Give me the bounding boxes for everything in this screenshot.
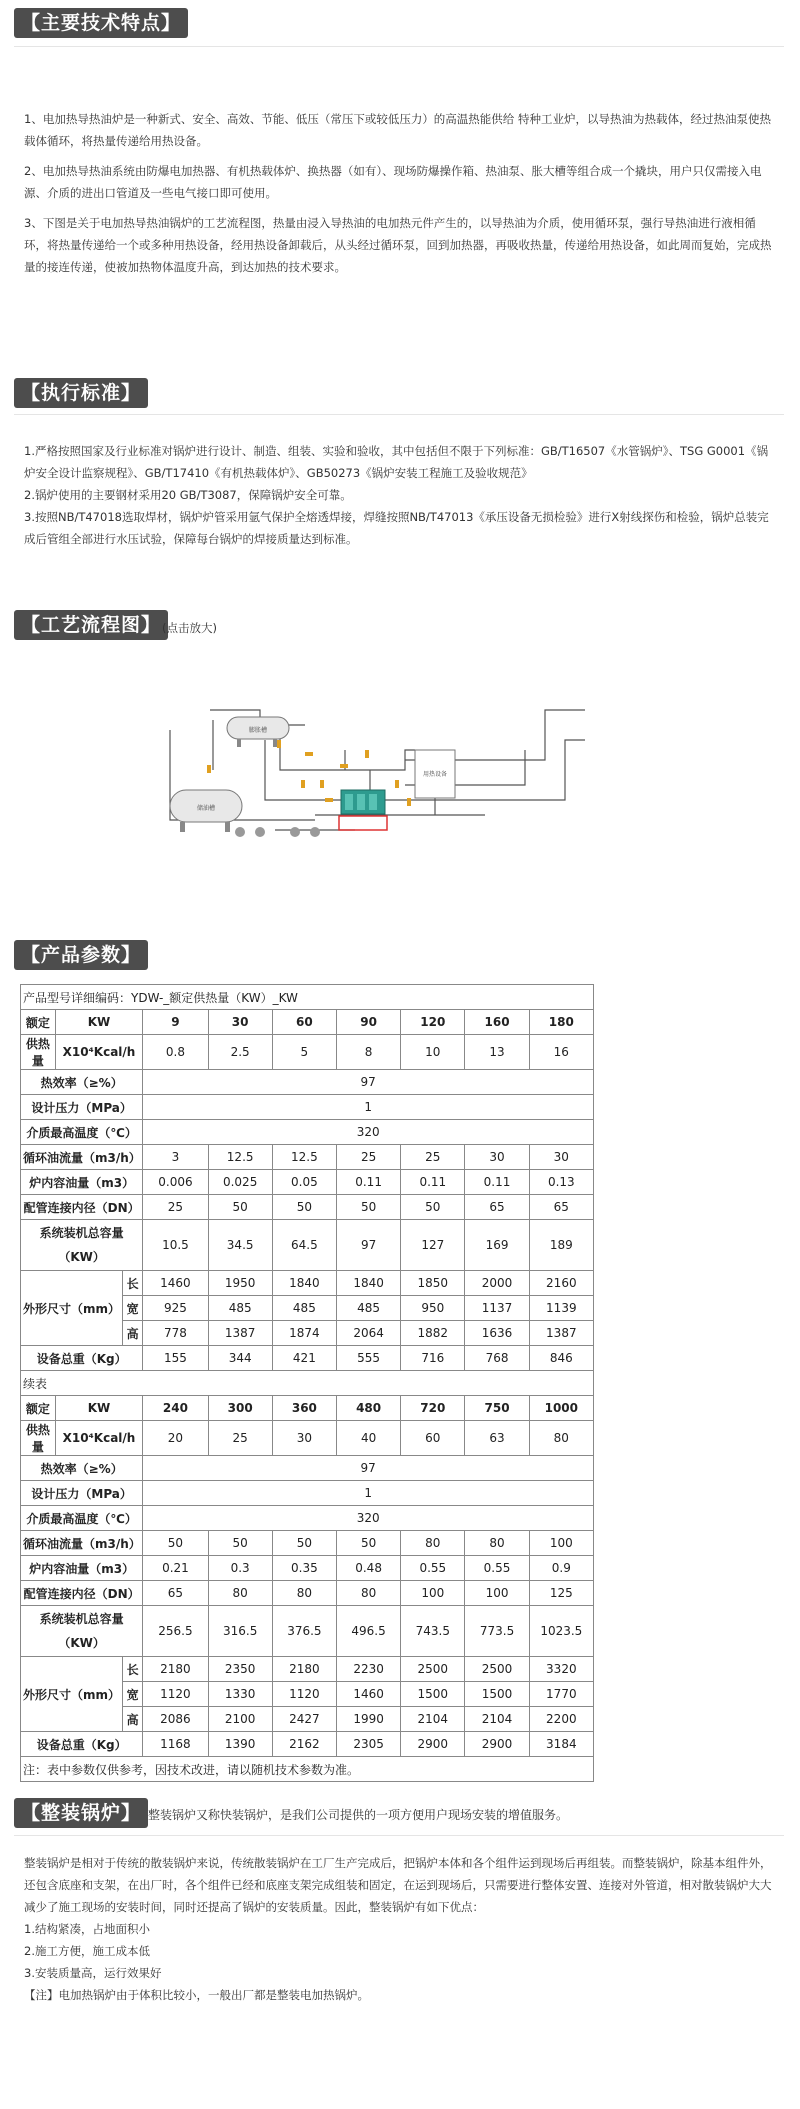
packaged-boiler-note: 【注】电加热锅炉由于体积比较小，一般出厂都是整装电加热锅炉。 bbox=[24, 1988, 369, 2002]
table-row: 设备总重（Kg） 1168 1390 2162 2305 2900 2900 3184 bbox=[21, 1732, 594, 1757]
table-row: 供热量 X10⁴Kcal/h 0.8 2.5 5 8 10 13 16 bbox=[21, 1035, 594, 1070]
table-row: 配管连接内径（DN） 25 50 50 50 50 65 65 bbox=[21, 1195, 594, 1220]
feature-paragraph-1: 1、电加热导热油炉是一种新式、安全、高效、节能、低压（常压下或较低压力）的高温热能供给 特种工业炉，以导热油为热载体，经过热油泵使热载体循环，将热量传递给用热设备。 bbox=[24, 112, 771, 148]
advantage-item-2: 2.施工方便，施工成本低 bbox=[24, 1944, 150, 1958]
section-title-standards: 【执行标准】 bbox=[14, 378, 148, 408]
zoom-hint[interactable]: (点击放大) bbox=[162, 621, 217, 635]
section-title-process: 【工艺流程图】 bbox=[14, 610, 168, 640]
standard-item-3: 3.按照NB/T47018选取焊材，锅炉炉管采用氩气保护全熔透焊接，焊缝按照NB/T47013《承压设备无损检验》进行X射线探伤和检验，锅炉总装完成后管组全部进行水压试验，保障每台锅炉的焊接质量达到标准。 bbox=[24, 510, 769, 546]
table-row: 配管连接内径（DN） 65 80 80 80 100 100 125 bbox=[21, 1581, 594, 1606]
circulation-pumps bbox=[235, 827, 320, 837]
heat-user-label: 用热设备 bbox=[422, 771, 448, 778]
table-row: 循环油流量（m3/h） 3 12.5 12.5 25 25 30 30 bbox=[21, 1145, 594, 1170]
section-title-packaged-boiler: 【整装锅炉】 bbox=[14, 1798, 148, 1828]
spec-table bbox=[20, 984, 594, 1782]
model-code-caption: 产品型号详细编码：YDW-_额定供热量（KW）_KW bbox=[21, 985, 594, 1010]
table-row: 系统装机总容量 （KW） 10.5 34.5 64.5 97 127 169 189 bbox=[21, 1220, 594, 1271]
storage-tank-label: 储油槽 bbox=[196, 805, 216, 812]
table-caption-row bbox=[21, 985, 594, 1010]
section-title-parameters: 【产品参数】 bbox=[14, 940, 148, 970]
table-row: 供热量 X10⁴Kcal/h 20 25 30 40 60 63 80 bbox=[21, 1421, 594, 1456]
table-row: 设计压力（MPa） 1 bbox=[21, 1481, 594, 1506]
table-continued-row: 续表 bbox=[21, 1371, 594, 1396]
storage-tank bbox=[170, 790, 242, 832]
section-title-features: 【主要技术特点】 bbox=[14, 8, 188, 38]
table-row: 炉内容油量（m3） 0.006 0.025 0.05 0.11 0.11 0.11 0.13 bbox=[21, 1170, 594, 1195]
standard-item-1: 1.严格按照国家及行业标准对锅炉进行设计、制造、组装、实验和验收，其中包括但不限于下列标准：GB/T16507《水管锅炉》、TSG G0001《锅炉安全设计监察规程》、GB/T17410《有机热载体炉》、GB50273《锅炉安装工程施工及验收规范》 bbox=[24, 444, 769, 480]
table-row: 系统装机总容量 （KW） 256.5 316.5 376.5 496.5 743.5 773.5 1023.5 bbox=[21, 1606, 594, 1657]
feature-paragraph-3: 3、下图是关于电加热导热油锅炉的工艺流程图，热量由浸入导热油的电加热元件产生的，以导热油为介质，使用循环泵，强行导热油进行液相循环，将热量传递给一个或多种用热设备，经用热设备卸载后，从头经过循环泵，回到加热器，再吸收热量，传递给用热设备，如此周而复始，完成热量的接连传递，使被加热物体温度升高，到达加热的技术要求。 bbox=[24, 216, 772, 274]
table-row: 宽 1120 1330 1120 1460 1500 1500 1770 bbox=[21, 1682, 594, 1707]
divider bbox=[14, 1835, 784, 1836]
table-row: 设备总重（Kg） 155 344 421 555 716 768 846 bbox=[21, 1346, 594, 1371]
packaged-boiler-paragraph: 整装锅炉是相对于传统的散装锅炉来说，传统散装锅炉在工厂生产完成后，把锅炉本体和各个组件运到现场后再组装。而整装锅炉，除基本组件外，还包含底座和支架，在出厂时，各个组件已经和底座支架完成组装和固定，在运到现场后，只需要进行整体安置、连接对外管道，相对散装锅炉大大减少了施工现场的安装时间，同时还提高了锅炉的安装质量。因此，整装锅炉有如下优点： bbox=[24, 1856, 772, 1914]
table-row: 额定 KW 9 30 60 90 120 160 180 bbox=[21, 1010, 594, 1035]
advantage-item-1: 1.结构紧凑，占地面积小 bbox=[24, 1922, 150, 1936]
heat-user-equipment bbox=[415, 750, 455, 798]
expansion-tank-label: 膨胀槽 bbox=[248, 727, 268, 734]
table-row: 介质最高温度（℃） 320 bbox=[21, 1120, 594, 1145]
packaged-boiler-text bbox=[24, 1852, 778, 2006]
table-row: 宽 925 485 485 485 950 1137 1139 bbox=[21, 1296, 594, 1321]
table-row: 热效率（≥%） 97 bbox=[21, 1456, 594, 1481]
table-row: 设计压力（MPa） 1 bbox=[21, 1095, 594, 1120]
electric-heater-block bbox=[339, 790, 387, 830]
table-row: 热效率（≥%） 97 bbox=[21, 1070, 594, 1095]
features-text bbox=[24, 108, 778, 278]
table-row: 外形尺寸（mm） 长 1460 1950 1840 1840 1850 2000 2160 bbox=[21, 1271, 594, 1296]
table-row: 循环油流量（m3/h） 50 50 50 50 80 80 100 bbox=[21, 1531, 594, 1556]
table-row: 高 2086 2100 2427 1990 2104 2104 2200 bbox=[21, 1707, 594, 1732]
standard-item-2: 2.锅炉使用的主要钢材采用20 GB/T3087，保障锅炉安全可靠。 bbox=[24, 488, 352, 502]
table-note-row: 注：表中参数仅供参考，因技术改进，请以随机技术参数为准。 bbox=[21, 1757, 594, 1782]
process-flow-diagram[interactable] bbox=[165, 690, 620, 890]
table-row: 炉内容油量（m3） 0.21 0.3 0.35 0.48 0.55 0.55 0.9 bbox=[21, 1556, 594, 1581]
table-row: 高 778 1387 1874 2064 1882 1636 1387 bbox=[21, 1321, 594, 1346]
packaged-boiler-intro: 整装锅炉又称快装锅炉，是我们公司提供的一项方便用户现场安装的增值服务。 bbox=[148, 1808, 569, 1822]
divider bbox=[14, 46, 784, 47]
table-row: 额定 KW 240 300 360 480 720 750 1000 bbox=[21, 1396, 594, 1421]
table-row: 外形尺寸（mm） 长 2180 2350 2180 2230 2500 2500 3320 bbox=[21, 1657, 594, 1682]
divider bbox=[14, 414, 784, 415]
standards-text bbox=[24, 440, 778, 550]
advantage-item-3: 3.安装质量高，运行效果好 bbox=[24, 1966, 162, 1980]
table-row: 介质最高温度（℃） 320 bbox=[21, 1506, 594, 1531]
feature-paragraph-2: 2、电加热导热油系统由防爆电加热器、有机热载体炉、换热器（如有）、现场防爆操作箱、热油泵、胀大槽等组合成一个撬块，用户只仅需接入电源、介质的进出口管道及一些电气接口即可使用。 bbox=[24, 164, 762, 200]
